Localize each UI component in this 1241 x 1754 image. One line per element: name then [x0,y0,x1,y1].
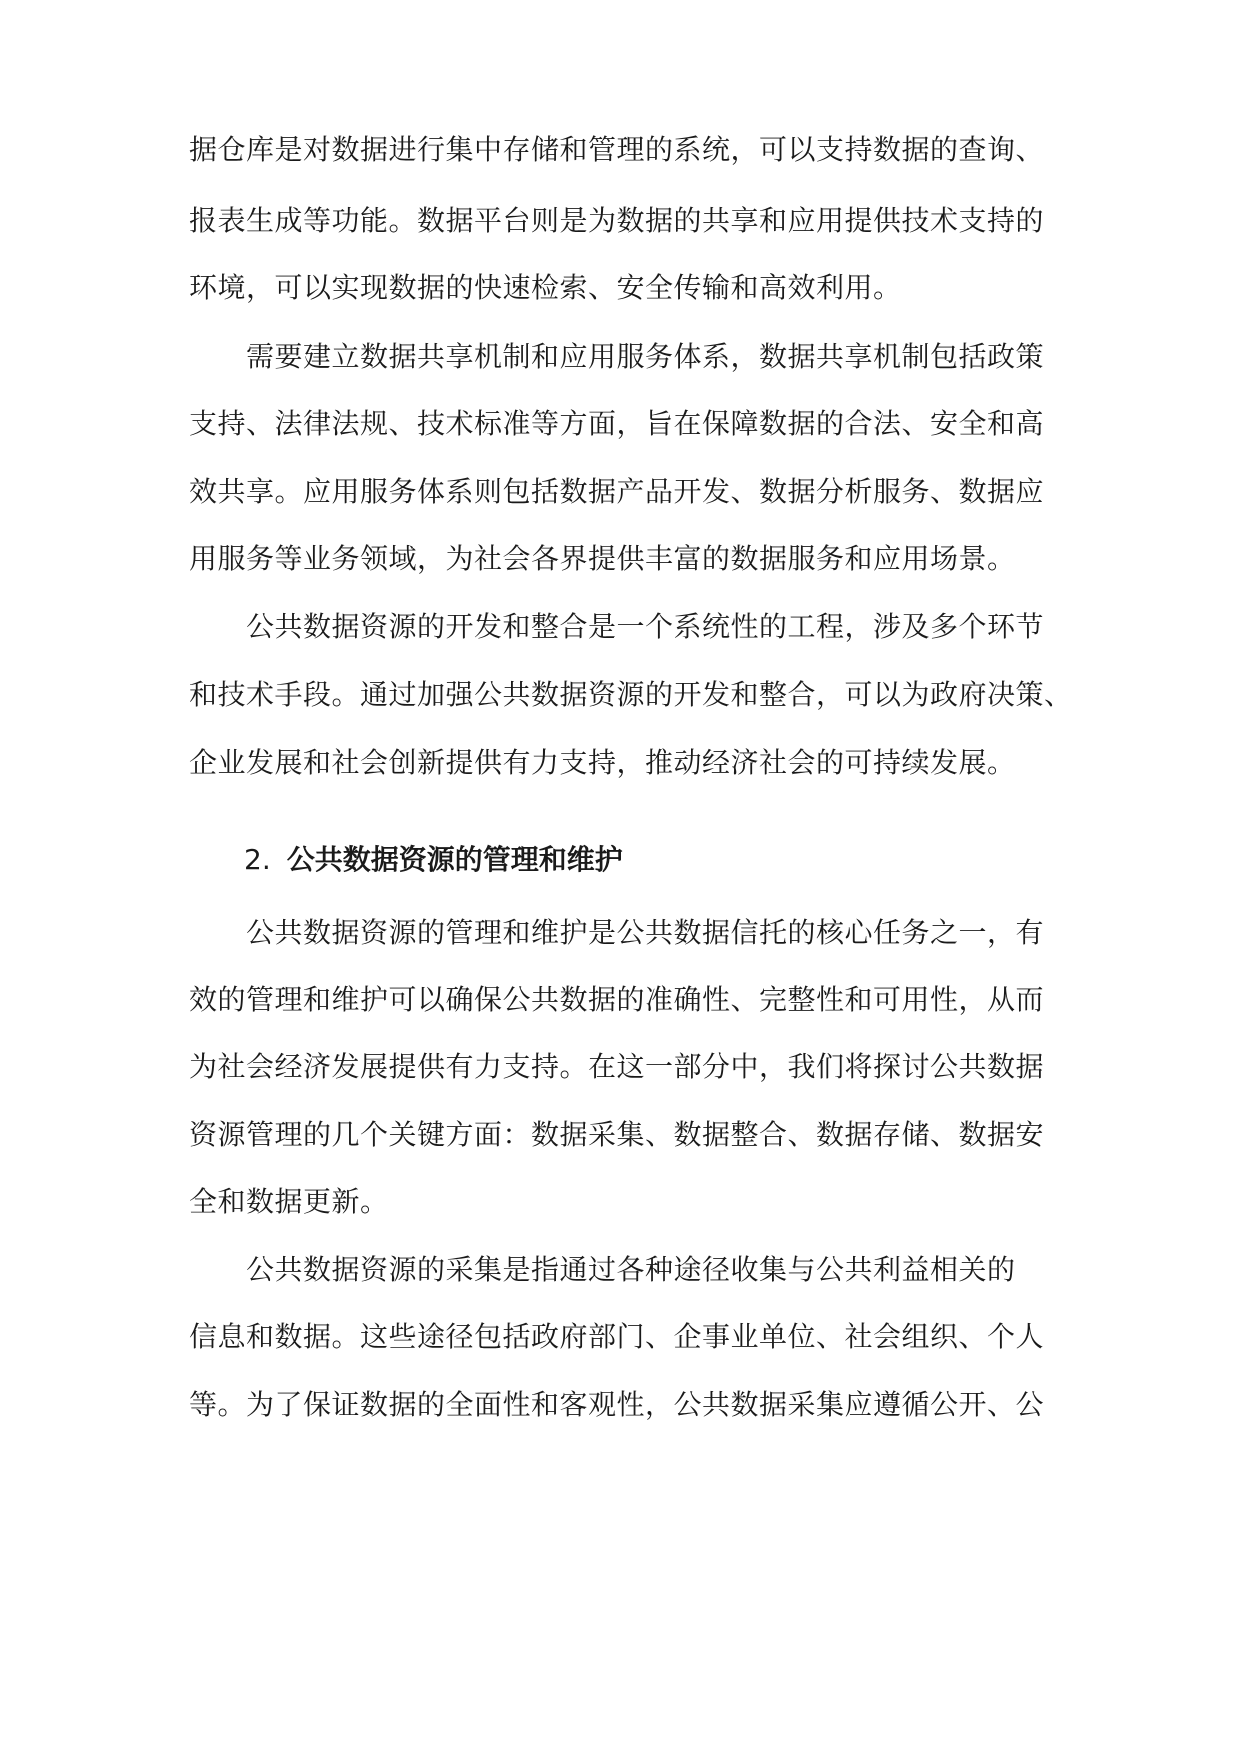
text-line: 效的管理和维护可以确保公共数据的准确性、完整性和可用性，从而 [189,983,1045,1016]
text-line: 效共享。应用服务体系则包括数据产品开发、数据分析服务、数据应 [189,475,1045,508]
text-line: 报表生成等功能。数据平台则是为数据的共享和应用提供技术支持的 [189,204,1045,237]
section-title: 公共数据资源的管理和维护 [286,843,623,876]
text-line: 需要建立数据共享机制和应用服务体系，数据共享机制包括政策 [246,340,1045,373]
text-line: 环境，可以实现数据的快速检索、安全传输和高效利用。 [189,271,902,304]
text-line: 信息和数据。这些途径包括政府部门、企事业单位、社会组织、个人 [189,1320,1045,1353]
text-line: 公共数据资源的管理和维护是公共数据信托的核心任务之一，有 [246,916,1045,949]
text-line: 据仓库是对数据进行集中存储和管理的系统，可以支持数据的查询、 [189,133,1045,166]
text-line: 公共数据资源的开发和整合是一个系统性的工程，涉及多个环节 [246,610,1045,643]
text-line: 全和数据更新。 [189,1185,389,1218]
text-line: 和技术手段。通过加强公共数据资源的开发和整合，可以为政府决策、 [189,678,1073,711]
text-line: 资源管理的几个关键方面：数据采集、数据整合、数据存储、数据安 [189,1118,1045,1151]
text-line: 为社会经济发展提供有力支持。在这一部分中，我们将探讨公共数据 [189,1050,1045,1083]
section-number: 2. [244,843,271,876]
text-line: 用服务等业务领域，为社会各界提供丰富的数据服务和应用场景。 [189,542,1016,575]
text-line: 公共数据资源的采集是指通过各种途径收集与公共利益相关的 [246,1253,1016,1286]
section-heading [244,840,1044,880]
text-line: 企业发展和社会创新提供有力支持，推动经济社会的可持续发展。 [189,746,1016,779]
text-line: 支持、法律法规、技术标准等方面，旨在保障数据的合法、安全和高 [189,407,1045,440]
text-line: 等。为了保证数据的全面性和客观性，公共数据采集应遵循公开、公 [189,1388,1045,1421]
